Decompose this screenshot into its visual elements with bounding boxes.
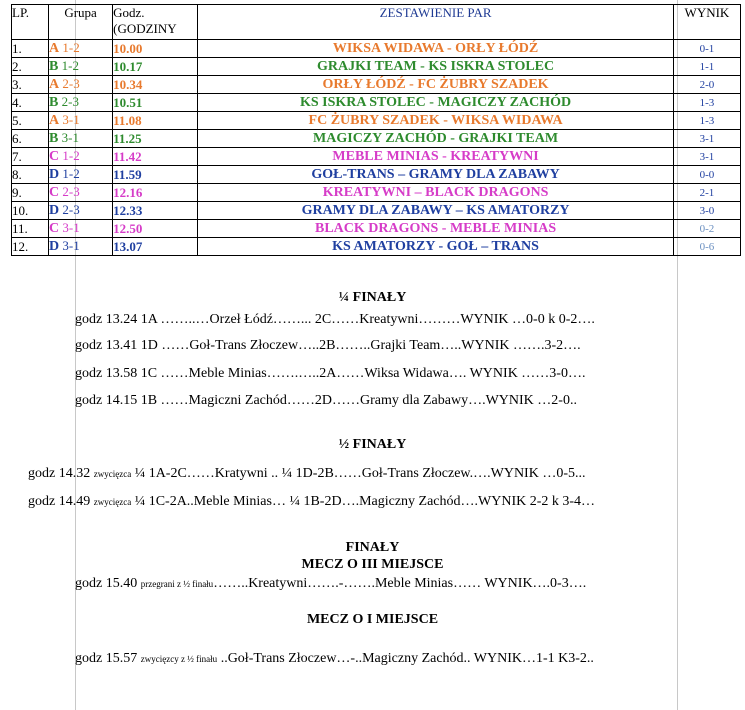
semi-final-line-2	[28, 494, 595, 510]
row-group-pair: 1-2	[58, 58, 79, 73]
header-godz-line2: (GODZINY	[113, 21, 177, 36]
row-result: 1-3	[673, 94, 740, 112]
row-time: 10.34	[113, 76, 198, 94]
row-lp: 4.	[12, 94, 49, 112]
row-group-pair: 2-3	[58, 94, 79, 109]
row-match: FC ŻUBRY SZADEK - WIKSA WIDAWA	[198, 112, 674, 130]
row-group-letter: B	[49, 59, 59, 74]
row-lp: 1.	[12, 40, 49, 58]
row-grupa	[49, 40, 113, 58]
row-group-letter: C	[49, 149, 60, 164]
row-lp: 3.	[12, 76, 49, 94]
table-row	[12, 184, 741, 202]
row-group-pair: 2-3	[59, 184, 80, 199]
semi-final-1-note: zwycięzca	[93, 469, 132, 479]
row-time: 10.00	[113, 40, 198, 58]
row-group-letter: D	[49, 203, 60, 218]
row-match: ORŁY ŁÓDŹ - FC ŻUBRY SZADEK	[198, 76, 674, 94]
row-time: 10.51	[113, 94, 198, 112]
row-group-letter: A	[49, 113, 60, 128]
row-lp: 7.	[12, 148, 49, 166]
row-time: 10.17	[113, 58, 198, 76]
table-row	[12, 94, 741, 112]
row-lp: 8.	[12, 166, 49, 184]
row-lp: 11.	[12, 220, 49, 238]
quarter-final-line-4: godz 14.15 1B ……Magiczni Zachód……2D……Gramy dla Zabawy….WYNIK …2-0..	[75, 393, 577, 408]
row-group-pair: 1-2	[59, 148, 80, 163]
row-result: 2-0	[673, 76, 740, 94]
row-time: 11.25	[113, 130, 198, 148]
row-time: 11.59	[113, 166, 198, 184]
table-row	[12, 238, 741, 256]
header-grupa: Grupa	[49, 5, 113, 40]
first-place-line	[75, 651, 594, 667]
third-place-line	[75, 576, 586, 592]
row-result: 2-1	[673, 184, 740, 202]
header-godz-line1: Godz.	[113, 5, 145, 20]
row-group-letter: C	[49, 185, 60, 200]
row-lp: 5.	[12, 112, 49, 130]
finals-title: FINAŁY	[345, 540, 400, 555]
row-result: 1-1	[673, 58, 740, 76]
row-match: MEBLE MINIAS - KREATYWNI	[198, 148, 674, 166]
header-godz	[113, 5, 198, 40]
semi-final-1-time: godz 14.32	[28, 466, 94, 481]
row-group-pair: 3-1	[58, 130, 79, 145]
third-place-text: ……..Kreatywni…….-…….Meble Minias…… WYNIK….0-3….	[213, 576, 587, 591]
row-group-letter: D	[49, 239, 60, 254]
semi-finals-title: ½ FINAŁY	[338, 437, 407, 452]
row-time: 12.33	[113, 202, 198, 220]
row-time: 11.42	[113, 148, 198, 166]
quarter-final-line-1: godz 13.24 1A ……..…Orzeł Łódź……... 2C……Kreatywni………WYNIK …0-0 k 0-2….	[75, 312, 595, 327]
row-time: 11.08	[113, 112, 198, 130]
row-match: KS AMATORZY - GOŁ – TRANS	[198, 238, 674, 256]
header-zestawienie: ZESTAWIENIE PAR	[198, 5, 674, 40]
row-match: KS ISKRA STOLEC - MAGICZY ZACHÓD	[198, 94, 674, 112]
row-result: 0-0	[673, 166, 740, 184]
table-row	[12, 148, 741, 166]
row-result: 0-1	[673, 40, 740, 58]
row-result: 3-0	[673, 202, 740, 220]
row-grupa	[49, 184, 113, 202]
row-group-letter: B	[49, 131, 59, 146]
row-match: WIKSA WIDAWA - ORŁY ŁÓDŹ	[198, 40, 674, 58]
row-lp: 9.	[12, 184, 49, 202]
row-grupa	[49, 58, 113, 76]
row-grupa	[49, 130, 113, 148]
semi-final-line-1	[28, 466, 585, 482]
table-row	[12, 40, 741, 58]
table-row	[12, 220, 741, 238]
row-group-pair: 3-1	[59, 112, 80, 127]
row-group-letter: A	[49, 41, 60, 56]
schedule-table	[11, 4, 741, 256]
quarter-finals-title: ¼ FINAŁY	[338, 290, 407, 305]
row-result: 3-1	[673, 130, 740, 148]
third-place-note: przegrani z ½ finału	[140, 579, 214, 589]
row-match: MAGICZY ZACHÓD - GRAJKI TEAM	[198, 130, 674, 148]
row-grupa	[49, 166, 113, 184]
row-group-letter: B	[49, 95, 59, 110]
row-grupa	[49, 202, 113, 220]
semi-final-2-time: godz 14.49	[28, 494, 94, 509]
header-lp: LP.	[12, 5, 49, 40]
row-grupa	[49, 148, 113, 166]
table-row	[12, 202, 741, 220]
first-place-note: zwycięzcy z ½ finału	[140, 654, 218, 664]
row-match: GRAJKI TEAM - KS ISKRA STOLEC	[198, 58, 674, 76]
row-grupa	[49, 94, 113, 112]
third-place-title: MECZ O III MIEJSCE	[301, 557, 444, 572]
first-place-text: ..Goł-Trans Złoczew…-..Magiczny Zachód.. WYNIK…1-1 K3-2..	[217, 651, 594, 666]
row-group-pair: 2-3	[59, 202, 80, 217]
row-lp: 12.	[12, 238, 49, 256]
row-lp: 2.	[12, 58, 49, 76]
semi-final-1-text: ¼ 1A-2C……Kratywni .. ¼ 1D-2B……Goł-Trans Złoczew.….WYNIK …0-5...	[131, 466, 586, 481]
row-match: GOŁ-TRANS – GRAMY DLA ZABAWY	[198, 166, 674, 184]
row-group-pair: 1-2	[59, 166, 80, 181]
quarter-final-line-2: godz 13.41 1D ……Goł-Trans Złoczew…..2B……..Grajki Team…..WYNIK …….3-2….	[75, 338, 581, 353]
row-result: 0-2	[673, 220, 740, 238]
row-match: BLACK DRAGONS - MEBLE MINIAS	[198, 220, 674, 238]
third-place-time: godz 15.40	[75, 576, 141, 591]
row-time: 13.07	[113, 238, 198, 256]
row-grupa	[49, 238, 113, 256]
table-row	[12, 130, 741, 148]
row-group-pair: 3-1	[59, 238, 80, 253]
row-group-letter: D	[49, 167, 60, 182]
first-place-title: MECZ O I MIEJSCE	[306, 612, 439, 627]
table-row	[12, 76, 741, 94]
first-place-time: godz 15.57	[75, 651, 141, 666]
row-result: 0-6	[673, 238, 740, 256]
row-grupa	[49, 112, 113, 130]
row-lp: 6.	[12, 130, 49, 148]
row-group-pair: 3-1	[59, 220, 80, 235]
semi-final-2-note: zwycięzca	[93, 497, 132, 507]
row-result: 3-1	[673, 148, 740, 166]
row-group-pair: 2-3	[59, 76, 80, 91]
table-row	[12, 166, 741, 184]
row-result: 1-3	[673, 112, 740, 130]
quarter-final-line-3: godz 13.58 1C ……Meble Minias…….…..2A……Wiksa Widawa…. WYNIK ……3-0….	[75, 366, 586, 381]
row-match: GRAMY DLA ZABAWY – KS AMATORZY	[198, 202, 674, 220]
semi-final-2-text: ¼ 1C-2A..Meble Minias… ¼ 1B-2D….Magiczny Zachód….WYNIK 2-2 k 3-4…	[131, 494, 596, 509]
header-wynik: WYNIK	[673, 5, 740, 40]
row-match: KREATYWNI – BLACK DRAGONS	[198, 184, 674, 202]
row-group-letter: C	[49, 221, 60, 236]
row-group-pair: 1-2	[59, 40, 80, 55]
row-lp: 10.	[12, 202, 49, 220]
table-header-row	[12, 5, 741, 40]
row-group-letter: A	[49, 77, 60, 92]
row-grupa	[49, 220, 113, 238]
row-time: 12.16	[113, 184, 198, 202]
row-time: 12.50	[113, 220, 198, 238]
table-row	[12, 112, 741, 130]
row-grupa	[49, 76, 113, 94]
table-row	[12, 58, 741, 76]
